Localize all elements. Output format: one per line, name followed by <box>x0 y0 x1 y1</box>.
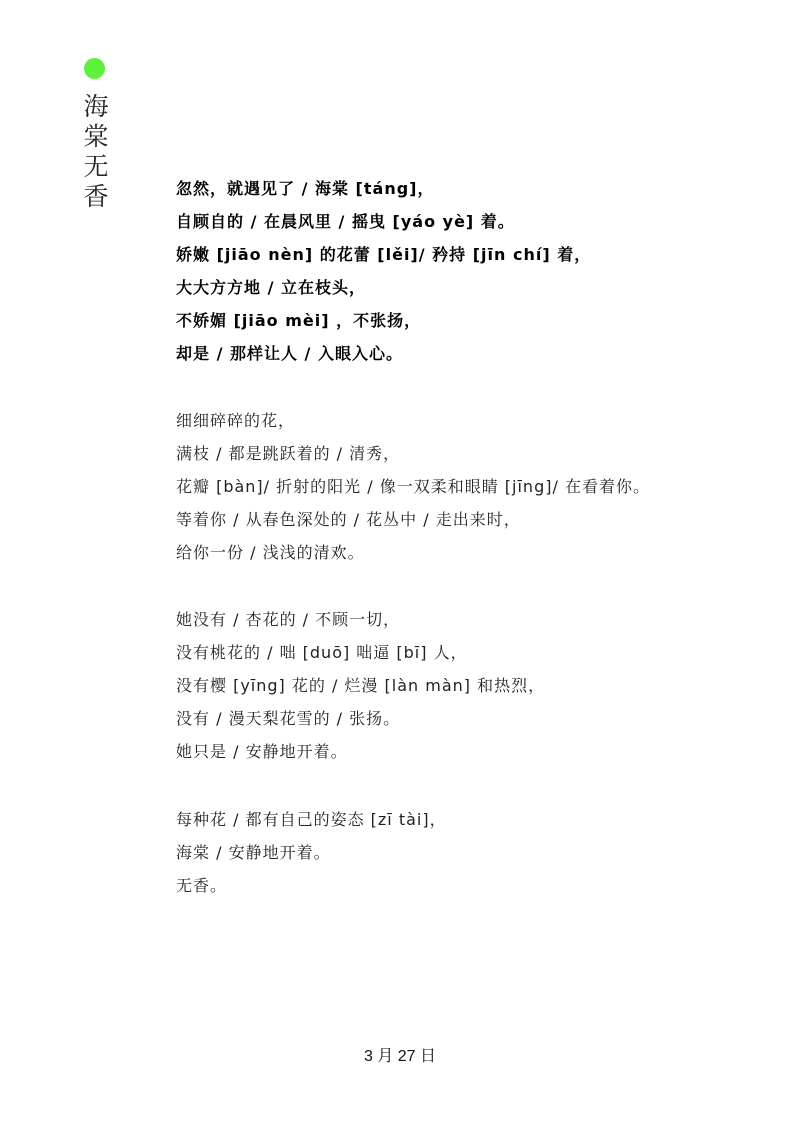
poem-line: 她没有 / 杏花的 / 不顾一切， <box>176 610 401 629</box>
poem-line: 没有樱 [yīng] 花的 / 烂漫 [làn màn] 和热烈， <box>176 676 546 695</box>
poem-line: 等着你 / 从春色深处的 / 花丛中 / 走出来时， <box>176 510 521 529</box>
poem-line: 不娇媚 [jiāo mèi] ，不张扬， <box>176 311 422 330</box>
green-dot-icon <box>84 58 105 79</box>
poem-line: 她只是 / 安静地开着。 <box>176 742 348 761</box>
poem-line: 大大方方地 / 立在枝头， <box>176 278 366 297</box>
poem-line: 每种花 / 都有自己的姿态 [zī tài]， <box>176 810 447 829</box>
title-char: 棠 <box>83 122 109 151</box>
title-char: 无 <box>83 152 109 181</box>
poem-line: 给你一份 / 浅浅的清欢。 <box>176 543 365 562</box>
poem-line: 却是 / 那样让人 / 入眼入心。 <box>176 344 403 363</box>
vertical-title <box>80 92 112 212</box>
stanza-2 <box>176 404 650 569</box>
title-char: 香 <box>83 182 109 211</box>
poem-line: 海棠 / 安静地开着。 <box>176 843 331 862</box>
title-char: 海 <box>83 92 109 121</box>
poem-line: 娇嫩 [jiāo nèn] 的花蕾 [lěi]/ 矜持 [jīn chí] 着， <box>176 245 592 264</box>
poem-line: 没有 / 漫天梨花雪的 / 张扬。 <box>176 709 401 728</box>
poem-line: 细细碎碎的花， <box>176 411 296 430</box>
stanza-4 <box>176 803 447 902</box>
stanza-3 <box>176 603 545 768</box>
poem-line: 忽然，就遇见了 / 海棠 [táng]， <box>176 179 435 198</box>
date-footer: 3 月 27 日 <box>363 1048 437 1065</box>
poem-line: 自顾自的 / 在晨风里 / 摇曳 [yáo yè] 着。 <box>176 212 515 231</box>
poem-line: 花瓣 [bàn]/ 折射的阳光 / 像一双柔和眼睛 [jīng]/ 在看着你。 <box>176 477 650 496</box>
poem-line: 满枝 / 都是跳跃着的 / 清秀， <box>176 444 401 463</box>
poem-line: 无香。 <box>176 876 228 895</box>
stanza-1 <box>176 172 591 370</box>
poem-line: 没有桃花的 / 咄 [duō] 咄逼 [bī] 人， <box>176 643 468 662</box>
